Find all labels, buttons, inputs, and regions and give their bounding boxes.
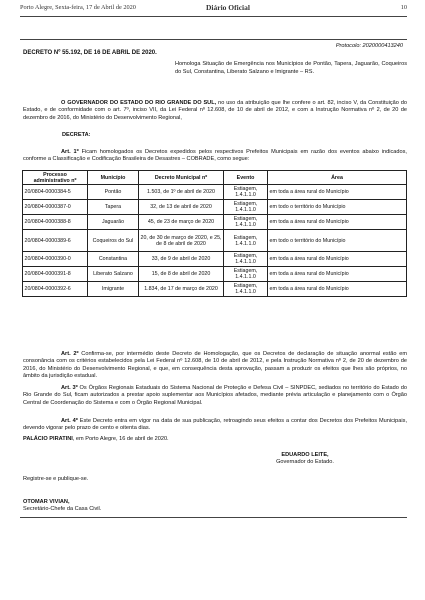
cell-decree: 1.834, de 17 de março de 2020 xyxy=(139,282,224,297)
cell-municipality: Imigrante xyxy=(88,282,139,297)
article-2-label: Art. 2º xyxy=(61,351,79,357)
col-header-municipality: Município xyxy=(88,171,139,185)
cell-area: em todo o território do Município xyxy=(268,230,407,252)
cell-municipality: Liberato Salzano xyxy=(88,267,139,282)
article-4-text: Este Decreto entra em vigor na data de sua publicação, retroagindo seus efeitos a contar dos Decretos dos Prefeitos Municipais, devendo vigorar pelo prazo de cento e oitenta dias. xyxy=(23,418,407,432)
cell-decree: 45, de 23 de março de 2020 xyxy=(139,215,224,230)
register-line: Registre-se e publique-se. xyxy=(23,476,89,482)
col-header-process: Processo administrativo nº xyxy=(23,171,88,185)
table-row xyxy=(23,215,407,230)
secretary-role: Secretário-Chefe da Casa Civil. xyxy=(23,506,102,513)
cell-municipality: Tapera xyxy=(88,200,139,215)
cell-decree: 20, de 30 de março de 2020, e 25, de 8 de abril de 2020 xyxy=(139,230,224,252)
table-row xyxy=(23,185,407,200)
cell-municipality: Jaguarão xyxy=(88,215,139,230)
table-row xyxy=(23,252,407,267)
cell-process: 20/0804-0000392-6 xyxy=(23,282,88,297)
cell-municipality: Coqueiros do Sul xyxy=(88,230,139,252)
article-3-label: Art. 3º xyxy=(61,385,78,391)
header-publication: Diário Oficial xyxy=(206,3,250,12)
page-header xyxy=(20,3,407,15)
cell-event: Estiagem, 1.4.1.1.0 xyxy=(224,215,268,230)
cell-event: Estiagem, 1.4.1.1.0 xyxy=(224,252,268,267)
preamble-governor: O GOVERNADOR DO ESTADO DO RIO GRANDE DO SUL, xyxy=(61,100,217,106)
header-page-number: 10 xyxy=(400,4,407,11)
article-1 xyxy=(23,149,407,164)
closing-line xyxy=(23,436,407,443)
cell-area: em toda a área rural do Município xyxy=(268,282,407,297)
cell-process: 20/0804-0000390-0 xyxy=(23,252,88,267)
decree-title: DECRETO Nº 55.192, DE 16 DE ABRIL DE 2020. xyxy=(23,50,157,56)
secretary-signature xyxy=(23,499,101,514)
article-2-text: Confirma-se, por intermédio deste Decreto de Homologação, que os Decretos de declaração de situação anormal estão em consonância com os critérios estabelecidos pela Lei Federal nº 12.608, de 10 de abril de 2012, e pela Instrução Normativa nº 2, de 20 de dezembro de 2016, do Ministério do Desenvolvimento Regional, e que, em consequência desta aprovação, passam a produzir os efeitos que lhes são próprios, no âmbito da jurisdição estadual. xyxy=(23,351,407,380)
cell-event: Estiagem, 1.4.1.1.0 xyxy=(224,282,268,297)
cell-area: em todo o território do Município xyxy=(268,200,407,215)
cell-municipality: Constantina xyxy=(88,252,139,267)
col-header-event: Evento xyxy=(224,171,268,185)
article-3 xyxy=(23,385,407,407)
article-1-label: Art. 1º xyxy=(61,149,79,155)
cell-event: Estiagem, 1.4.1.1.0 xyxy=(224,185,268,200)
governor-signature xyxy=(255,452,355,467)
cell-area: em toda a área rural do Município xyxy=(268,267,407,282)
cell-process: 20/0804-0000391-8 xyxy=(23,267,88,282)
table-row xyxy=(23,200,407,215)
closing-place: PALÁCIO PIRATINI xyxy=(23,436,73,442)
cell-decree: 1.503, de 1º de abril de 2020 xyxy=(139,185,224,200)
protocol-number: Protocolo: 2020000413240 xyxy=(335,43,403,49)
header-rule xyxy=(20,16,407,17)
section-rule xyxy=(20,39,407,40)
col-header-area: Área xyxy=(268,171,407,185)
article-4 xyxy=(23,418,407,433)
cell-process: 20/0804-0000389-6 xyxy=(23,230,88,252)
footer-rule xyxy=(20,517,407,518)
cell-area: em toda a área rural do Município xyxy=(268,252,407,267)
article-2 xyxy=(23,351,407,381)
preamble-text: no uso da atribuição que lhe confere o art. 82, inciso V, da Constituição do Estado, e de conformidade com o art. 7º, inciso VII, da Lei Federal nº 12.608, de 10 de abril de 2012, e com a Instrução Normativa nº 2, de 20 de dezembro de 2016, do Ministério do Desenvolvimento Regional, xyxy=(23,100,407,121)
article-3-text: Os Órgãos Regionais Estaduais do Sistema Nacional de Proteção e Defesa Civil – SINPDEC, sediados no território do Estado do Rio Grande do Sul, ficam autorizados a prestar apoio suplementar aos Municípios afetados, mediante prévia articulação e planejamento com o Órgão Central de Coordenação do Sistema e com o Órgão Regional Municipal. xyxy=(23,385,407,406)
cell-area: em toda a área rural do Município xyxy=(268,215,407,230)
table-row xyxy=(23,282,407,297)
decreta-heading: DECRETA: xyxy=(62,132,91,138)
cell-area: em toda a área rural do Município xyxy=(268,185,407,200)
cell-event: Estiagem, 1.4.1.1.0 xyxy=(224,267,268,282)
cell-process: 20/0804-0000387-0 xyxy=(23,200,88,215)
decree-summary: Homologa Situação de Emergência nos Municípios de Pontão, Tapera, Jaguarão, Coqueiros do Sul, Constantina, Liberato Salzano e Imigrante – RS. xyxy=(175,61,407,75)
cell-decree: 32, de 13 de abril de 2020 xyxy=(139,200,224,215)
article-4-label: Art. 4º xyxy=(61,418,78,424)
article-1-text: Ficam homologados os Decretos expedidos pelos respectivos Prefeitos Municipais em razão dos eventos abaixo indicados, conforme a Classificação e Codificação Brasileira de Desastres – COBRADE, como segue: xyxy=(23,149,407,163)
secretary-name: OTOMAR VIVIAN, xyxy=(23,499,70,505)
governor-name: EDUARDO LEITE, xyxy=(281,452,329,458)
header-date: Porto Alegre, Sexta-feira, 17 de Abril de 2020 xyxy=(20,4,136,11)
cell-process: 20/0804-0000384-5 xyxy=(23,185,88,200)
cell-event: Estiagem, 1.4.1.1.0 xyxy=(224,230,268,252)
cell-municipality: Pontão xyxy=(88,185,139,200)
cell-event: Estiagem, 1.4.1.1.0 xyxy=(224,200,268,215)
cell-decree: 33, de 9 de abril de 2020 xyxy=(139,252,224,267)
cell-decree: 15, de 8 de abril de 2020 xyxy=(139,267,224,282)
preamble-paragraph xyxy=(23,100,407,122)
homologation-table xyxy=(22,170,407,297)
closing-date: , em Porto Alegre, 16 de abril de 2020. xyxy=(72,436,169,442)
cell-process: 20/0804-0000388-8 xyxy=(23,215,88,230)
col-header-decree: Decreto Municipal nº xyxy=(139,171,224,185)
table-row xyxy=(23,230,407,252)
governor-role: Governador do Estado. xyxy=(276,459,334,466)
table-header-row xyxy=(23,171,407,185)
table-row xyxy=(23,267,407,282)
